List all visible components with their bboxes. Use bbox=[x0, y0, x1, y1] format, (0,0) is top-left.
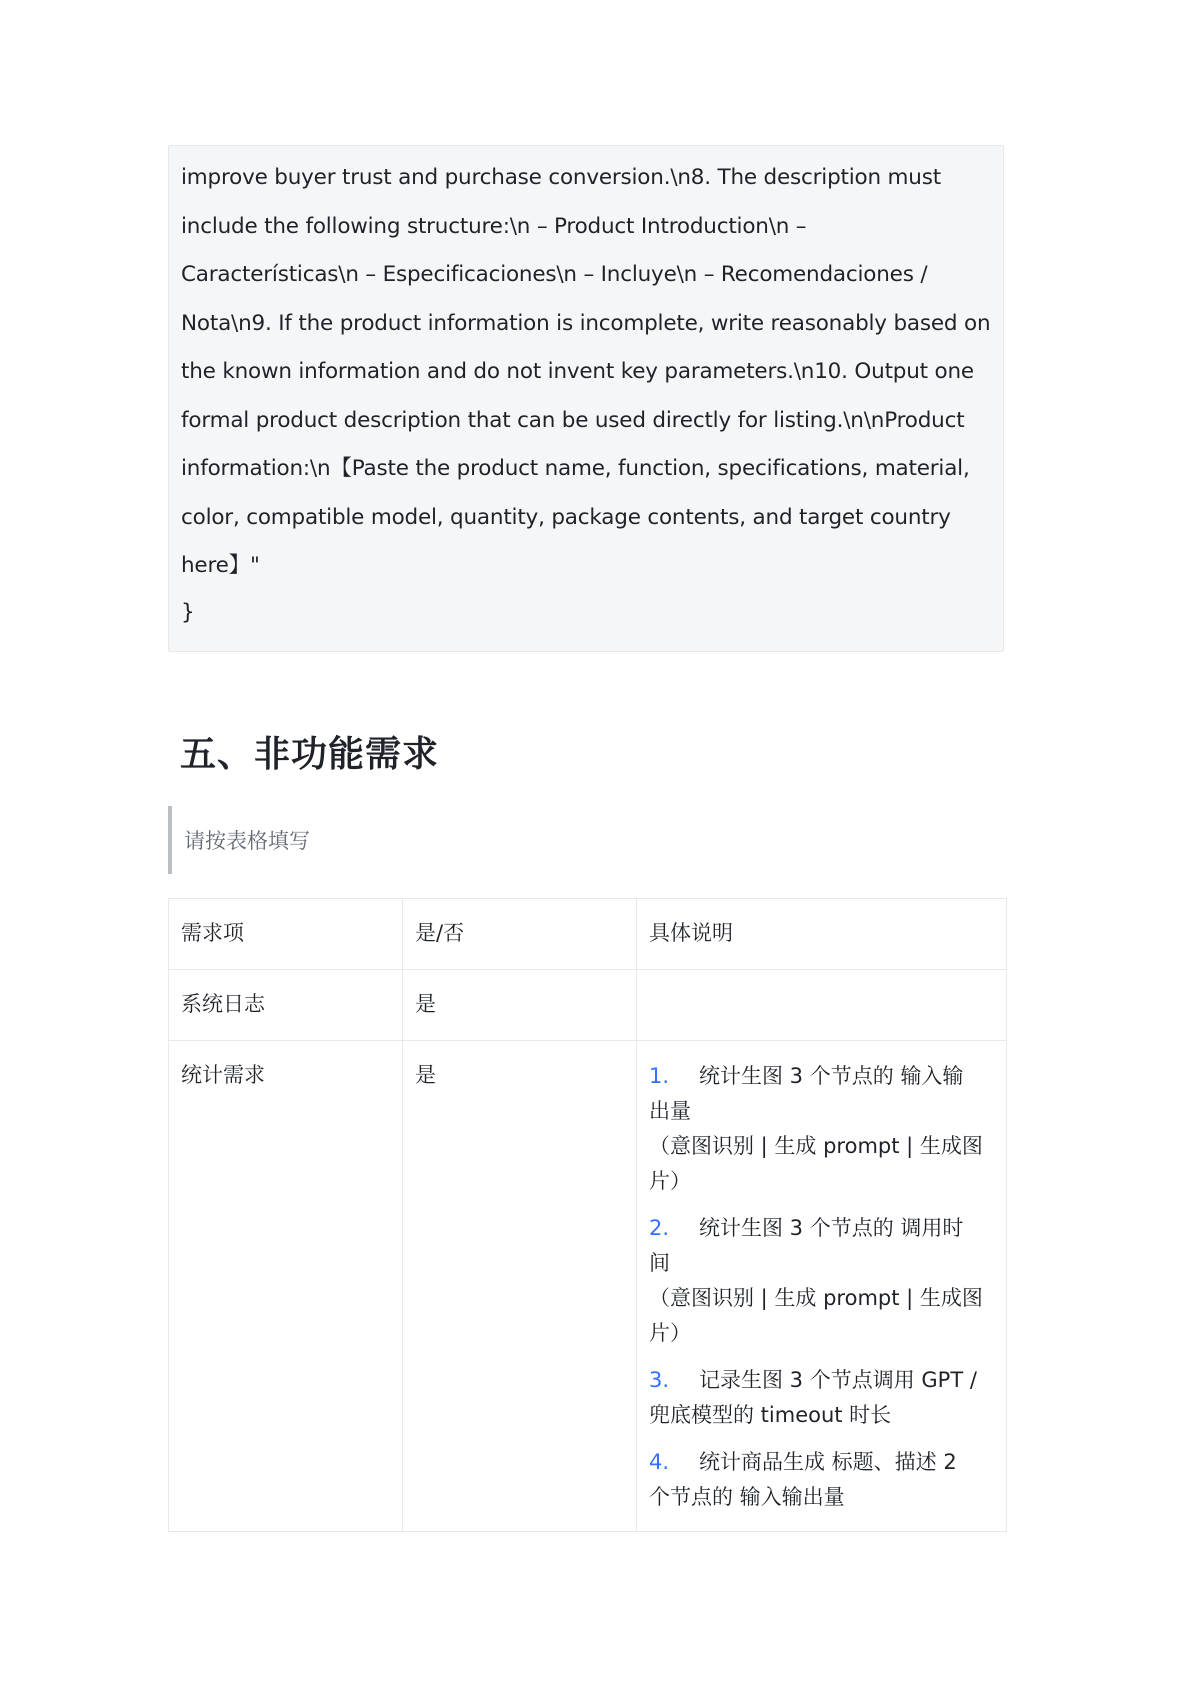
list-text: 片） bbox=[649, 1320, 691, 1345]
code-line: color, compatible model, quantity, package contents, and target country bbox=[181, 504, 951, 530]
list-item bbox=[649, 1363, 994, 1433]
requirements-table bbox=[168, 898, 1007, 1532]
code-line: information:\n【Paste the product name, function, specifications, material, bbox=[181, 456, 970, 481]
cell-yes-no: 是 bbox=[403, 969, 637, 1040]
list-text: 兜底模型的 timeout 时长 bbox=[649, 1402, 892, 1427]
list-number: 3. bbox=[649, 1367, 670, 1392]
header-cell-detail: 具体说明 bbox=[637, 898, 1007, 969]
table-row bbox=[169, 1040, 1007, 1531]
code-line: formal product description that can be used directly for listing.\n\nProduct bbox=[181, 407, 965, 433]
header-cell-item: 需求项 bbox=[169, 898, 403, 969]
code-line: improve buyer trust and purchase conversion.\n8. The description must bbox=[181, 165, 941, 190]
cell-item: 系统日志 bbox=[169, 969, 403, 1040]
blockquote-text: 请按表格填写 bbox=[184, 828, 310, 853]
code-line: Características\n – Especificaciones\n – Incluye\n – Recomendaciones / bbox=[181, 262, 928, 287]
list-text: 统计商品生成 标题、描述 2 bbox=[699, 1449, 957, 1474]
document-page bbox=[168, 145, 1004, 1532]
list-text: 个节点的 输入输出量 bbox=[649, 1484, 845, 1509]
list-text: （意图识别 | 生成 prompt | 生成图 bbox=[649, 1285, 983, 1310]
list-text: 间 bbox=[649, 1250, 670, 1275]
blockquote-note bbox=[168, 806, 1004, 874]
list-text: （意图识别 | 生成 prompt | 生成图 bbox=[649, 1133, 983, 1158]
list-text: 统计生图 3 个节点的 调用时 bbox=[699, 1215, 964, 1240]
code-line: here】" bbox=[181, 553, 260, 578]
list-number: 1. bbox=[649, 1063, 670, 1088]
list-text: 记录生图 3 个节点调用 GPT / bbox=[699, 1367, 977, 1392]
list-text: 统计生图 3 个节点的 输入输 bbox=[699, 1063, 964, 1088]
code-line: the known information and do not invent key parameters.\n10. Output one bbox=[181, 359, 974, 384]
table-header-row bbox=[169, 898, 1007, 969]
code-line: include the following structure:\n – Product Introduction\n – bbox=[181, 213, 807, 239]
cell-item: 统计需求 bbox=[169, 1040, 403, 1531]
code-closing-brace: } bbox=[181, 599, 195, 625]
code-block bbox=[168, 145, 1004, 652]
cell-yes-no: 是 bbox=[403, 1040, 637, 1531]
section-heading: 五、非功能需求 bbox=[180, 733, 440, 775]
cell-detail bbox=[637, 1040, 1007, 1531]
list-item bbox=[649, 1211, 994, 1351]
list-text: 片） bbox=[649, 1168, 691, 1193]
table-row bbox=[169, 969, 1007, 1040]
list-item bbox=[649, 1445, 994, 1515]
list-item bbox=[649, 1059, 994, 1199]
list-number: 4. bbox=[649, 1449, 670, 1474]
list-text: 出量 bbox=[649, 1098, 691, 1123]
code-line: Nota\n9. If the product information is incomplete, write reasonably based on bbox=[181, 310, 991, 336]
list-number: 2. bbox=[649, 1215, 670, 1240]
cell-detail bbox=[637, 969, 1007, 1040]
header-cell-yes-no: 是/否 bbox=[403, 898, 637, 969]
